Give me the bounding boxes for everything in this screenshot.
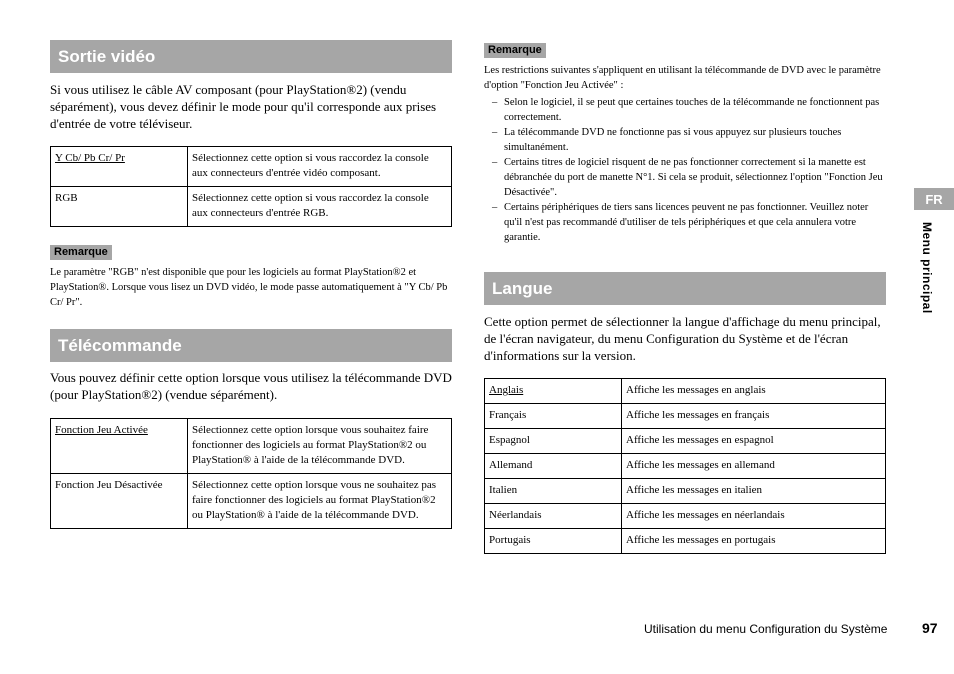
remote-options-table	[50, 418, 452, 529]
table-row	[485, 379, 886, 404]
option-description: Sélectionnez cette option lorsque vous ne souhaitez pas faire fonctionner des logiciels au format PlayStation®2 ou PlayStation® à l'aide de la télécommande DVD.	[188, 474, 452, 529]
option-description: Affiche les messages en anglais	[622, 379, 886, 404]
table-row	[485, 529, 886, 554]
chapter-label: Menu principal	[920, 222, 934, 314]
option-description: Sélectionnez cette option lorsque vous souhaitez faire fonctionner des logiciels au format PlayStation®2 ou PlayStation® à l'aide de la télécommande DVD.	[188, 419, 452, 474]
section-heading-language: Langue	[484, 272, 886, 305]
right-column	[484, 40, 886, 554]
option-description: Affiche les messages en espagnol	[622, 429, 886, 454]
option-description: Affiche les messages en néerlandais	[622, 504, 886, 529]
table-row	[485, 504, 886, 529]
option-key: Espagnol	[485, 429, 622, 454]
video-intro: Si vous utilisez le câble AV composant (pour PlayStation®2) (vendu séparément), vous devez définir le mode pour qu'il corresponde aux prises d'entrée de votre téléviseur.	[50, 82, 437, 131]
option-key: Français	[485, 404, 622, 429]
option-key-label: Anglais	[489, 384, 524, 396]
option-key	[51, 419, 188, 474]
option-key	[485, 379, 622, 404]
table-row	[51, 147, 452, 187]
table-row	[51, 419, 452, 474]
option-description: Sélectionnez cette option si vous raccordez la console aux connecteurs d'entrée RGB.	[188, 187, 452, 227]
list-item: – Certains périphériques de tiers sans licences peuvent ne pas fonctionner. Veuillez noter qu'il n'est pas recommandé d'utiliser de tels périphériques et que cela annulera votre garantie.	[484, 200, 886, 245]
option-key: Allemand	[485, 454, 622, 479]
list-item: – Certains titres de logiciel risquent de ne pas fonctionner correctement si la manette est débranchée du port de manette N°1. Si cela se produit, sélectionnez l'option "Fonction Jeu Désactivée".	[484, 155, 886, 200]
table-row	[485, 479, 886, 504]
remote-intro: Vous pouvez définir cette option lorsque vous utilisez la télécommande DVD (pour PlayStation®2) (vendue séparément).	[50, 370, 452, 402]
language-options-table	[484, 378, 886, 554]
table-row	[485, 454, 886, 479]
remark-intro: Les restrictions suivantes s'appliquent en utilisant la télécommande de DVD avec le paramètre d'option "Fonction Jeu Activée" :	[484, 65, 881, 91]
language-tab: FR	[914, 188, 954, 210]
table-row	[485, 404, 886, 429]
page-number: 97	[922, 620, 938, 636]
list-item: – Selon le logiciel, il se peut que certaines touches de la télécommande ne fonctionnent pas correctement.	[484, 95, 886, 125]
left-column	[50, 40, 452, 529]
table-row	[51, 187, 452, 227]
option-key-label: Y Cb/ Pb Cr/ Pr	[55, 152, 125, 164]
option-key-label: Fonction Jeu Activée	[55, 424, 148, 436]
table-row	[485, 429, 886, 454]
video-options-table	[50, 146, 452, 227]
option-description: Sélectionnez cette option si vous raccordez la console aux connecteurs d'entrée vidéo composant.	[188, 147, 452, 187]
option-key: RGB	[51, 187, 188, 227]
option-description: Affiche les messages en portugais	[622, 529, 886, 554]
restrictions-list	[484, 95, 886, 245]
remark-text: Le paramètre "RGB" n'est disponible que pour les logiciels au format PlayStation®2 et PlayStation®. Lorsque vous lisez un DVD vidéo, le mode passe automatiquement à "Y Cb/ Pb Cr/ Pr".	[50, 267, 448, 308]
section-heading-remote: Télécommande	[50, 329, 452, 362]
remark-badge: Remarque	[50, 245, 112, 260]
option-key: Néerlandais	[485, 504, 622, 529]
table-row	[51, 474, 452, 529]
option-key: Fonction Jeu Désactivée	[51, 474, 188, 529]
option-description: Affiche les messages en allemand	[622, 454, 886, 479]
option-key: Portugais	[485, 529, 622, 554]
list-item: – La télécommande DVD ne fonctionne pas si vous appuyez sur plusieurs touches simultanément.	[484, 125, 886, 155]
option-description: Affiche les messages en italien	[622, 479, 886, 504]
remark-badge: Remarque	[484, 43, 546, 58]
option-key	[51, 147, 188, 187]
option-key: Italien	[485, 479, 622, 504]
footer-title: Utilisation du menu Configuration du Système	[644, 622, 888, 636]
option-description: Affiche les messages en français	[622, 404, 886, 429]
section-heading-video-output: Sortie vidéo	[50, 40, 452, 73]
language-intro: Cette option permet de sélectionner la langue d'affichage du menu principal, de l'écran navigateur, du menu Configuration du Système et de l'écran d'informations sur la version.	[484, 314, 881, 363]
